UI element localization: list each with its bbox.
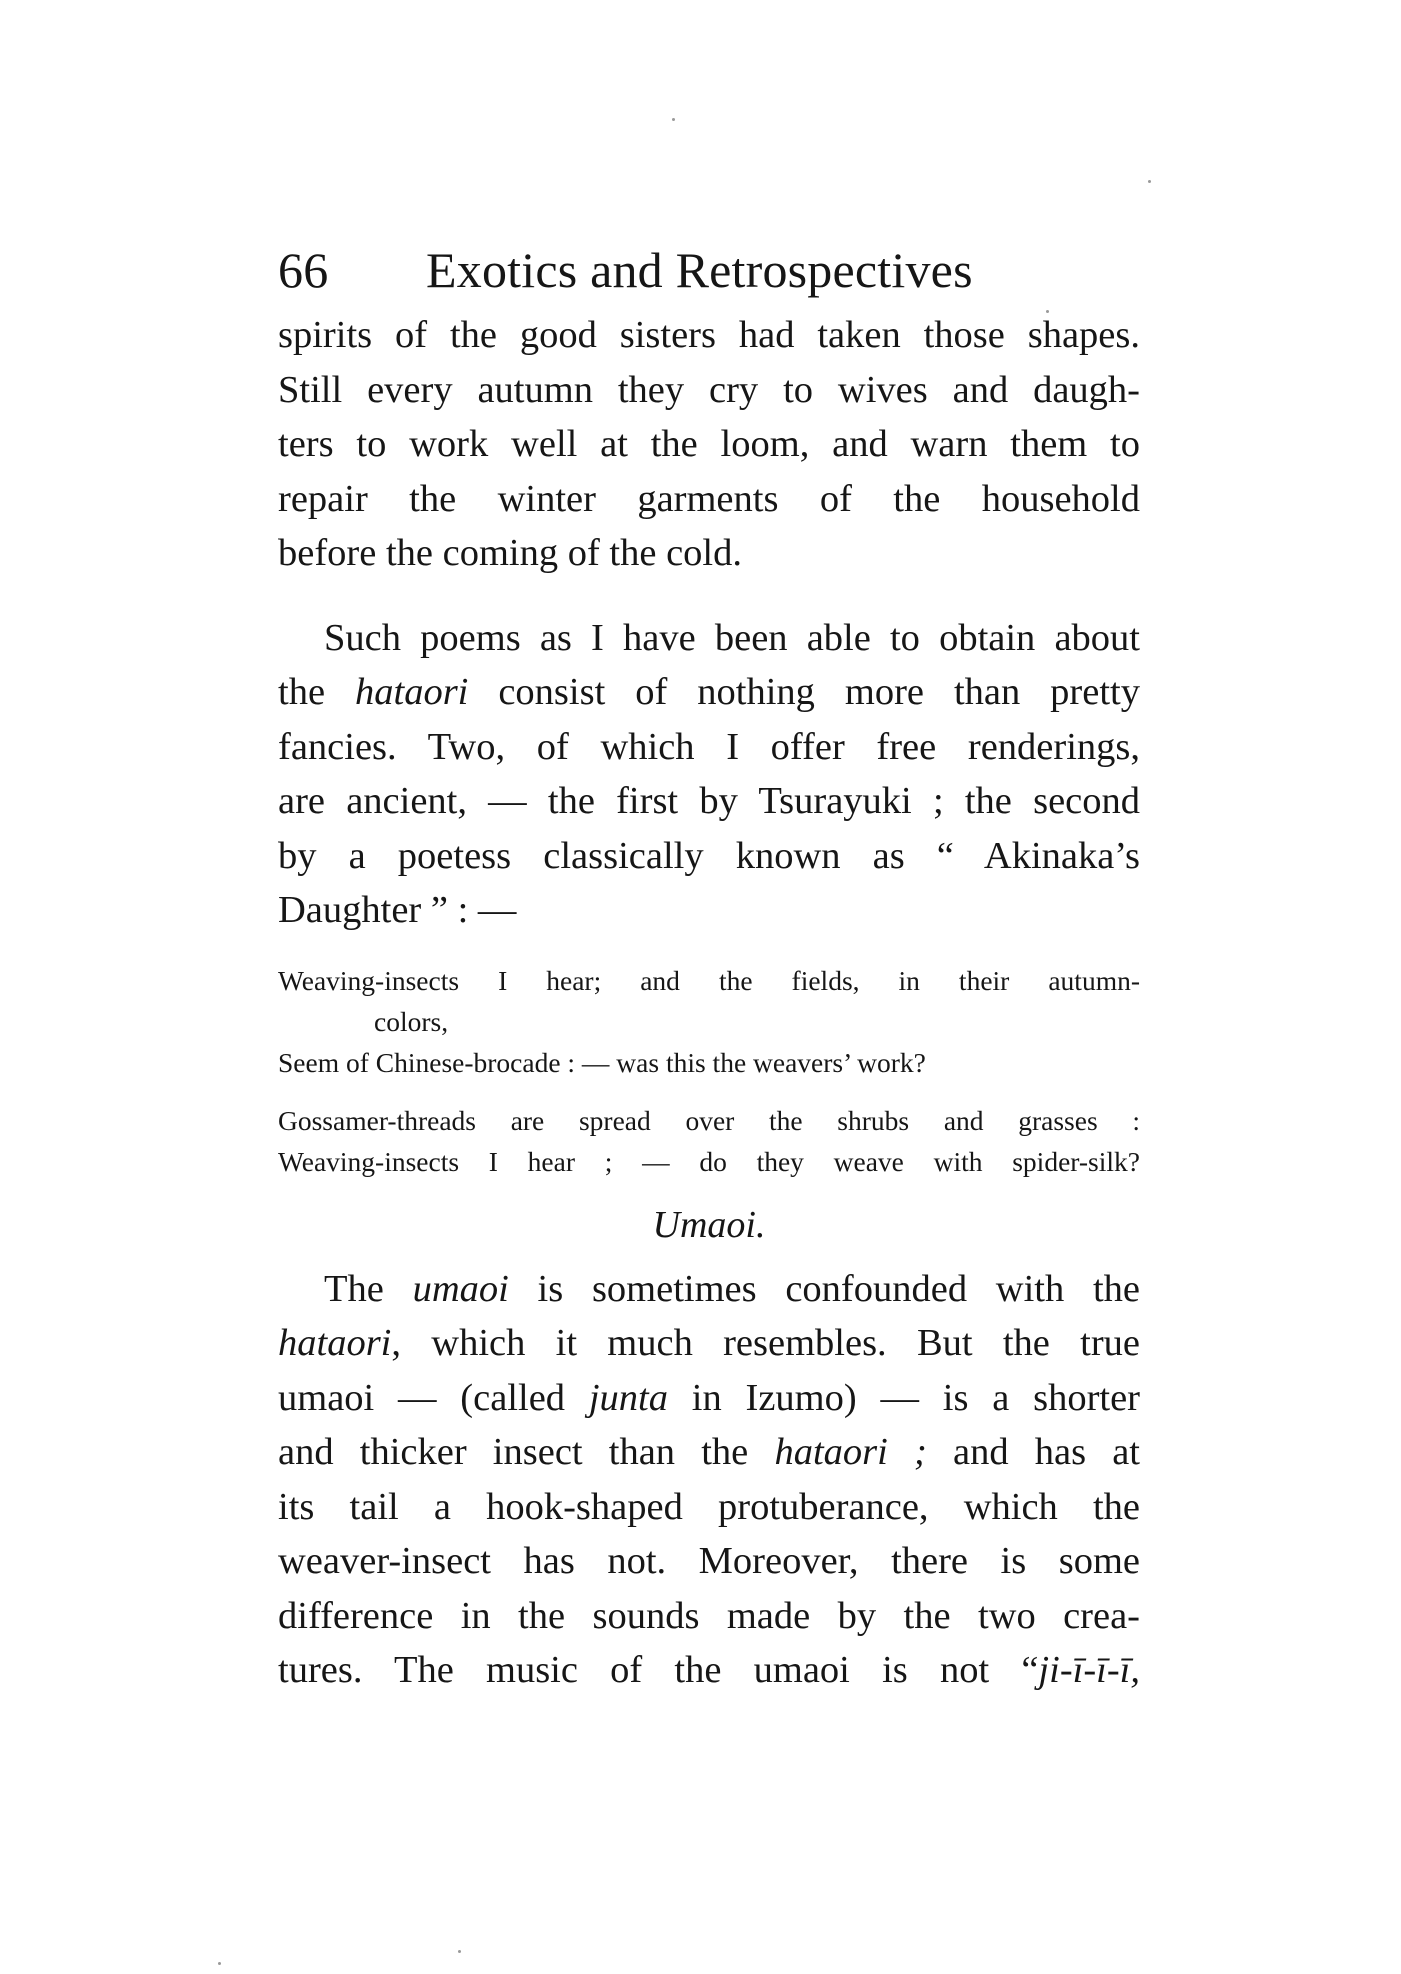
- scan-speck: [672, 118, 675, 121]
- text-line: before the coming of the cold.: [278, 532, 742, 574]
- text-line: fancies. Two, of which I offer free renderings,: [278, 725, 1140, 768]
- text-line: [278, 1371, 1140, 1426]
- text-line: [278, 1643, 1140, 1698]
- book-page: [278, 232, 1140, 1698]
- paragraph-3: [278, 1262, 1140, 1698]
- text-line: ters to work well at the loom, and warn them to: [278, 423, 1140, 465]
- verse-line: colors,: [374, 1005, 449, 1037]
- italic-term-hataori: hataori: [355, 671, 469, 713]
- text-line: [278, 665, 1140, 720]
- verse-line: Weaving-insects I hear; and the fields, in their autumn-: [278, 964, 1140, 996]
- scan-speck: [1046, 310, 1049, 313]
- text-span: consist of nothing more than pretty: [468, 671, 1140, 713]
- text-span: tures. The music of the umaoi is not “: [278, 1649, 1039, 1691]
- text-line: its tail a hook-shaped protuberance, which the: [278, 1485, 1140, 1528]
- text-span: is sometimes confounded with the: [508, 1267, 1140, 1310]
- poem-2: [278, 1100, 1140, 1182]
- scan-speck: [218, 1962, 221, 1965]
- paragraph-2: [278, 611, 1140, 938]
- running-title: Exotics and Retrospectives: [426, 242, 973, 298]
- verse-line: Seem of Chinese-brocade : — was this the weavers’ work?: [278, 1046, 926, 1078]
- text-span: , which it much resembles. But the true: [391, 1322, 1140, 1364]
- italic-term-hataori: hataori: [278, 1322, 392, 1364]
- paragraph-1: [278, 308, 1140, 581]
- text-line: Such poems as I have been able to obtain about: [324, 616, 1140, 659]
- text-span: and thicker insect than the: [278, 1431, 775, 1473]
- text-span: the: [278, 671, 355, 713]
- text-line: by a poetess classically known as “ Akinaka’s: [278, 834, 1140, 877]
- text-span: in Izumo) — is a shorter: [667, 1376, 1140, 1419]
- verse-line: Weaving-insects I hear ; — do they weave with spider-silk?: [278, 1145, 1140, 1177]
- italic-sound-word: ji-ī-ī-ī,: [1038, 1649, 1140, 1691]
- text-line: difference in the sounds made by the two crea-: [278, 1594, 1140, 1637]
- italic-term-umaoi: umaoi: [412, 1267, 509, 1310]
- text-line: repair the winter garments of the household: [278, 477, 1140, 520]
- poem-1: [278, 960, 1140, 1083]
- page-number: 66: [278, 242, 329, 298]
- italic-term-hataori: hataori ;: [774, 1431, 927, 1473]
- text-span: The: [324, 1267, 413, 1310]
- text-line: Daughter ” : —: [278, 889, 517, 931]
- italic-term-junta: junta: [588, 1376, 668, 1419]
- text-line: Still every autumn they cry to wives and daugh-: [278, 368, 1140, 411]
- text-line: [278, 1262, 1140, 1317]
- text-line: [278, 1425, 1140, 1480]
- text-line: are ancient, — the first by Tsurayuki ; the second: [278, 780, 1140, 822]
- scan-speck: [458, 1950, 461, 1953]
- verse-line: Gossamer-threads are spread over the shrubs and grasses :: [278, 1104, 1140, 1136]
- text-line: spirits of the good sisters had taken those shapes.: [278, 314, 1140, 356]
- text-line: weaver-insect has not. Moreover, there is some: [278, 1540, 1140, 1582]
- text-span: and has at: [926, 1431, 1141, 1473]
- scan-speck: [1148, 180, 1151, 183]
- running-head: [278, 232, 1140, 308]
- text-line: [278, 1316, 1140, 1371]
- text-span: umaoi — (called: [278, 1376, 589, 1419]
- section-heading: Umaoi.: [652, 1203, 766, 1246]
